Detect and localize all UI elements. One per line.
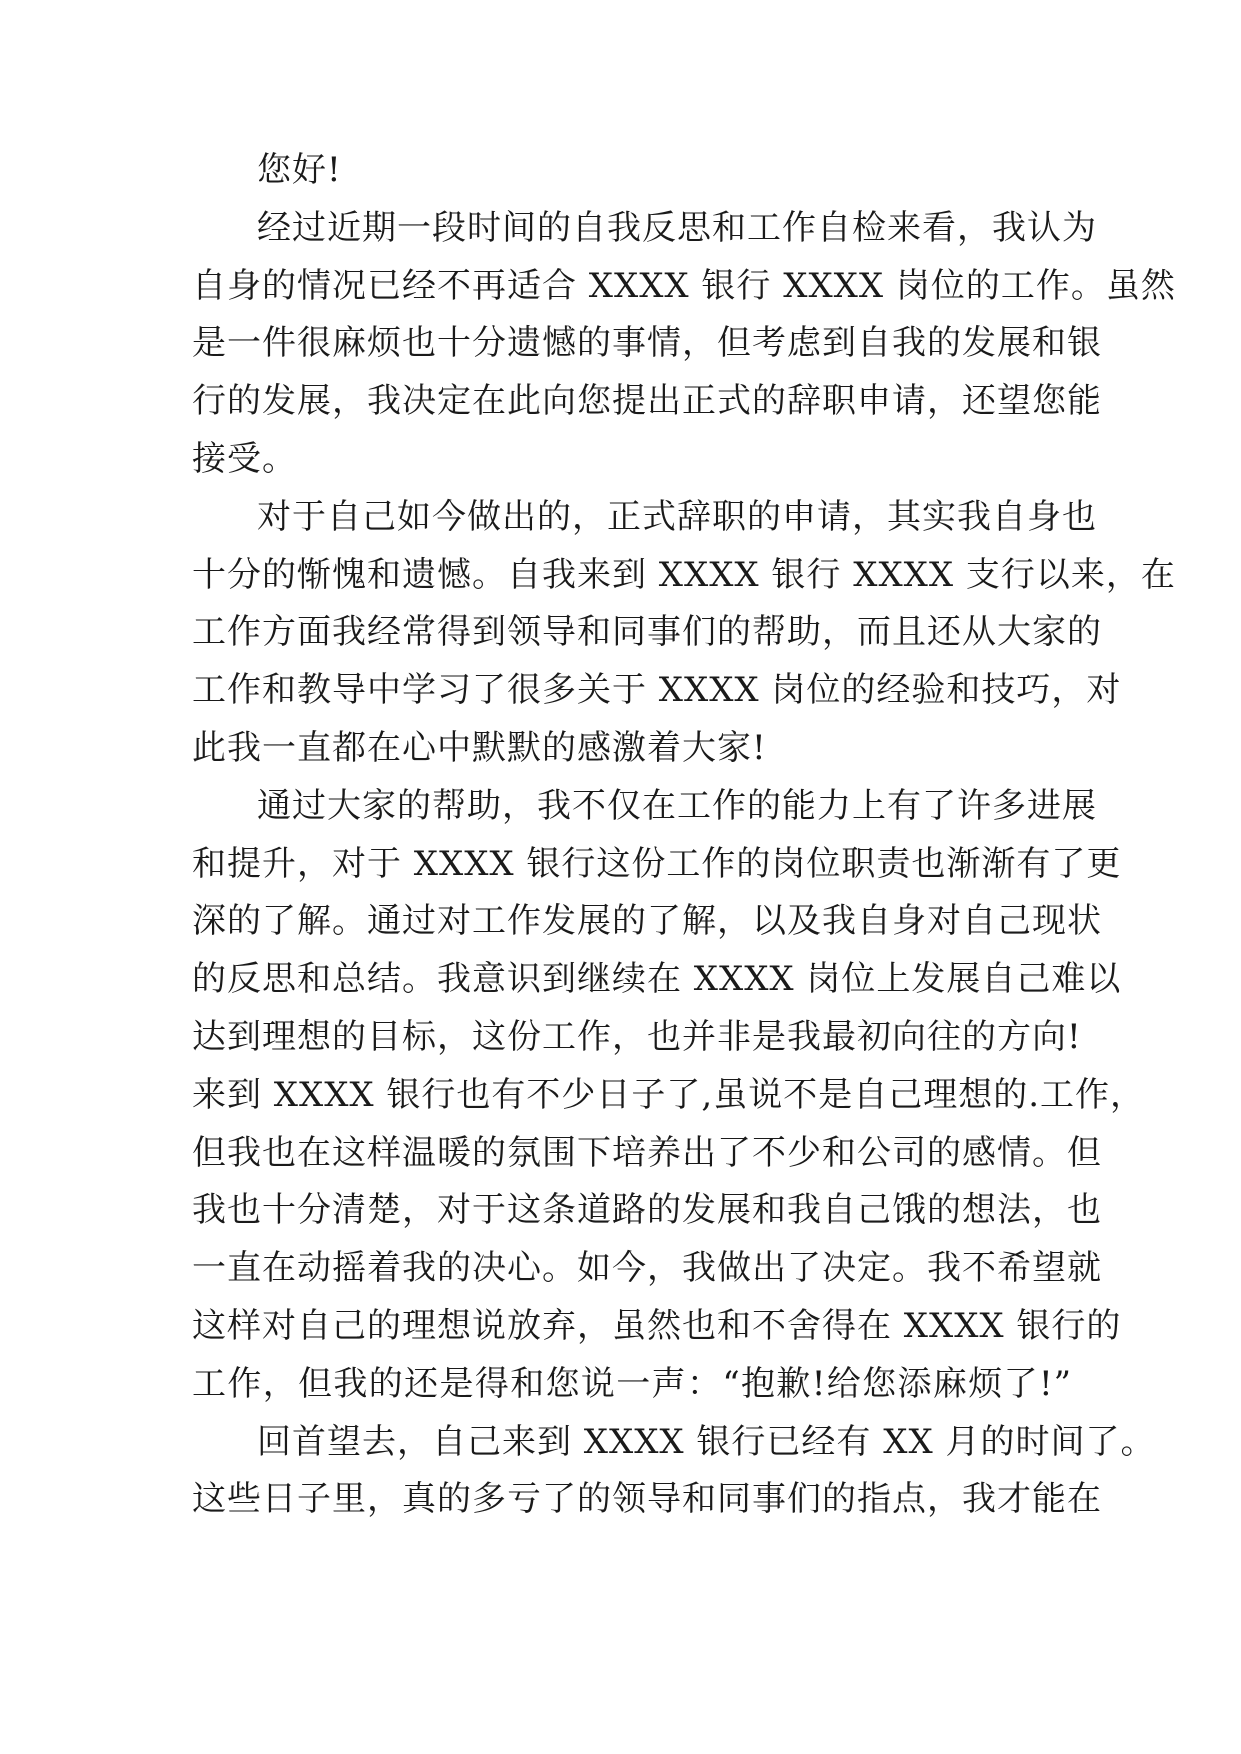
text-line: 的反思和总结。我意识到继续在 XXXX 岗位上发展自己难以 — [192, 959, 1122, 999]
text-line: 是一件很麻烦也十分遗憾的事情，但考虑到自我的发展和银 — [192, 323, 1102, 363]
text-line: 一直在动摇着我的决心。如今，我做出了决定。我不希望就 — [192, 1248, 1102, 1288]
text-line: 通过大家的帮助，我不仅在工作的能力上有了许多进展 — [257, 786, 1097, 826]
text-line: 接受。 — [192, 439, 297, 479]
text-line: 和提升，对于 XXXX 银行这份工作的岗位职责也渐渐有了更 — [192, 844, 1122, 884]
text-line: 达到理想的目标，这份工作，也并非是我最初向往的方向! — [192, 1017, 1082, 1057]
text-line: 深的了解。通过对工作发展的了解，以及我自身对自己现状 — [192, 901, 1102, 941]
text-line: 这样对自己的理想说放弃，虽然也和不舍得在 XXXX 银行的 — [192, 1306, 1122, 1346]
text-line: 行的发展，我决定在此向您提出正式的辞职申请，还望您能 — [192, 381, 1102, 421]
text-line: 工作方面我经常得到领导和同事们的帮助，而且还从大家的 — [192, 612, 1102, 652]
text-line: 自身的情况已经不再适合 XXXX 银行 XXXX 岗位的工作。虽然 — [192, 266, 1176, 306]
text-line: 我也十分清楚，对于这条道路的发展和我自己饿的想法，也 — [192, 1190, 1102, 1230]
text-line: 工作和教导中学习了很多关于 XXXX 岗位的经验和技巧，对 — [192, 670, 1122, 710]
text-line: 对于自己如今做出的，正式辞职的申请，其实我自身也 — [257, 497, 1097, 537]
text-line: 这些日子里，真的多亏了的领导和同事们的指点，我才能在 — [192, 1479, 1102, 1519]
text-line: 您好! — [257, 150, 342, 190]
text-line: 但我也在这样温暖的氛围下培养出了不少和公司的感情。但 — [192, 1133, 1102, 1173]
text-line: 回首望去，自己来到 XXXX 银行已经有 XX 月的时间了。 — [257, 1422, 1156, 1462]
text-line: 经过近期一段时间的自我反思和工作自检来看，我认为 — [257, 208, 1097, 248]
text-line: 十分的惭愧和遗憾。自我来到 XXXX 银行 XXXX 支行以来，在 — [192, 555, 1176, 595]
text-line: 工作，但我的还是得和您说一声：“抱歉!给您添麻烦了!” — [192, 1364, 1072, 1404]
text-line: 此我一直都在心中默默的感激着大家! — [192, 728, 767, 768]
text-line: 来到 XXXX 银行也有不少日子了,虽说不是自己理想的.工作， — [192, 1075, 1146, 1115]
